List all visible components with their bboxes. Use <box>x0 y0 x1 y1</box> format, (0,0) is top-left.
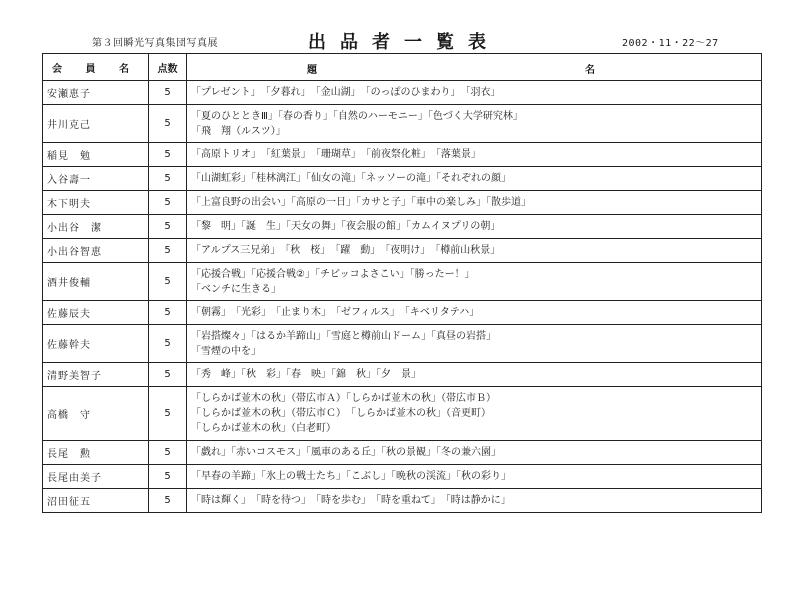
work-titles <box>187 465 762 489</box>
work-titles-line: 「ベンチに生きる」 <box>191 283 281 295</box>
work-titles-line: 「夏のひとときⅢ」「春の香り」「自然のハーモニー」「色づく大学研究林」 <box>191 110 523 122</box>
work-titles-line: 「しらかば並木の秋」（帯広市Ｃ） 「しらかば並木の秋」（音更町） <box>191 408 491 419</box>
table-row <box>43 387 762 441</box>
member-name: 長尾 勲 <box>43 441 149 465</box>
column-header-count: 点数 <box>149 54 187 81</box>
member-name: 長尾由美子 <box>43 465 149 489</box>
member-name: 稲見 勉 <box>43 143 149 167</box>
table-row <box>43 465 762 489</box>
work-titles-line: 「プレゼント」 「夕暮れ」 「金山湖」 「のっぽのひまわり」 「羽衣」 <box>191 87 501 98</box>
member-name: 安瀬恵子 <box>43 81 149 105</box>
entry-count: 5 <box>149 81 187 105</box>
entry-count: 5 <box>149 465 187 489</box>
work-titles-line: 「雪煙の中を」 <box>191 345 261 357</box>
member-name: 木下明夫 <box>43 191 149 215</box>
member-name: 佐藤幹夫 <box>43 325 149 363</box>
table-row <box>43 143 762 167</box>
work-titles-line: 「秀 峰」「秋 彩」「春 映」「錦 秋」「夕 景」 <box>191 369 421 380</box>
member-name: 高橋 守 <box>43 387 149 441</box>
column-header-title-left: 題 <box>307 65 317 76</box>
member-name: 清野美智子 <box>43 363 149 387</box>
member-name: 小出谷智恵 <box>43 239 149 263</box>
column-header-member: 会 員 名 <box>43 54 149 81</box>
member-name: 佐藤辰夫 <box>43 301 149 325</box>
work-titles-line: 「岩搭燦々」「はるか羊蹄山」「雪庭と樽前山ドーム」「真昼の岩搭」 <box>191 330 496 342</box>
entry-count: 5 <box>149 387 187 441</box>
work-titles <box>187 105 762 143</box>
entry-count: 5 <box>149 239 187 263</box>
work-titles-line: 「しらかば並木の秋」（白老町） <box>191 423 336 434</box>
work-titles <box>187 143 762 167</box>
work-titles <box>187 167 762 191</box>
table-row <box>43 363 762 387</box>
entry-count: 5 <box>149 143 187 167</box>
work-titles-line: 「上富良野の出会い」「高原の一日」「カサと子」「車中の楽しみ」「散歩道」 <box>191 197 531 208</box>
table-row <box>43 301 762 325</box>
work-titles-line: 「山湖虹彩」「桂林漓江」「仙女の滝」「ネッソーの滝」「それぞれの顔」 <box>191 173 511 184</box>
work-titles <box>187 263 762 301</box>
work-titles-line: 「飛 翔（ルスツ）」 <box>191 125 286 137</box>
document-title: 出品者一覧表 <box>308 32 500 53</box>
member-name: 酒井俊輔 <box>43 263 149 301</box>
column-header-title-right: 名 <box>585 65 595 76</box>
work-titles-line: 「アルプス三兄弟」 「秋 桜」 「躍 動」 「夜明け」 「樽前山秋景」 <box>191 245 501 256</box>
entry-count: 5 <box>149 263 187 301</box>
work-titles-line: 「黎 明」「誕 生」「天女の舞」「夜会服の館」「カムイヌプリの朝」 <box>191 221 501 232</box>
table-row <box>43 105 762 143</box>
member-name: 沼田征五 <box>43 489 149 513</box>
table-row <box>43 81 762 105</box>
entry-count: 5 <box>149 105 187 143</box>
work-titles <box>187 301 762 325</box>
table-row <box>43 215 762 239</box>
work-titles <box>187 81 762 105</box>
entry-count: 5 <box>149 191 187 215</box>
member-name: 井川克己 <box>43 105 149 143</box>
work-titles-line: 「時は輝く」 「時を待つ」 「時を歩む」 「時を重ねて」 「時は静かに」 <box>191 495 511 506</box>
work-titles-line: 「朝霧」 「光彩」 「止まり木」 「ゼフィルス」 「キベリタテハ」 <box>191 307 480 318</box>
member-name: 入谷壽一 <box>43 167 149 191</box>
table-row <box>43 239 762 263</box>
document-header <box>0 28 800 52</box>
exhibition-dates: 2002・11・22～27 <box>622 38 719 49</box>
work-titles-line: 「早春の羊蹄」「氷上の戦士たち」「こぶし」「晩秋の渓流」「秋の彩り」 <box>191 471 511 482</box>
work-titles <box>187 325 762 363</box>
entry-count: 5 <box>149 489 187 513</box>
table-row <box>43 263 762 301</box>
work-titles <box>187 489 762 513</box>
work-titles-line: 「戯れ」「赤いコスモス」「風車のある丘」「秋の景観」「冬の兼六園」 <box>191 447 501 458</box>
exhibition-name: 第３回瞬光写真集団写真展 <box>92 38 218 49</box>
work-titles <box>187 191 762 215</box>
table-row <box>43 167 762 191</box>
entry-count: 5 <box>149 301 187 325</box>
work-titles-line: 「高原トリオ」 「紅葉景」 「珊瑚草」 「前夜祭化粧」 「落葉景」 <box>191 149 481 160</box>
entry-count: 5 <box>149 167 187 191</box>
table-header-row <box>43 54 762 81</box>
work-titles <box>187 387 762 441</box>
work-titles <box>187 363 762 387</box>
work-titles-line: 「しらかば並木の秋」（帯広市Ａ）「しらかば並木の秋」（帯広市Ｂ） <box>191 393 496 404</box>
exhibitor-table <box>42 53 762 513</box>
entry-count: 5 <box>149 215 187 239</box>
work-titles-line: 「応援合戦」「応援合戦②」「チビッコよさこい」「勝ったー！」 <box>191 268 475 280</box>
entry-count: 5 <box>149 325 187 363</box>
member-name: 小出谷 潔 <box>43 215 149 239</box>
table-row <box>43 489 762 513</box>
entry-count: 5 <box>149 441 187 465</box>
work-titles <box>187 239 762 263</box>
work-titles <box>187 215 762 239</box>
entry-count: 5 <box>149 363 187 387</box>
table-row <box>43 191 762 215</box>
table-row <box>43 441 762 465</box>
work-titles <box>187 441 762 465</box>
column-header-titles <box>187 54 762 81</box>
table-row <box>43 325 762 363</box>
